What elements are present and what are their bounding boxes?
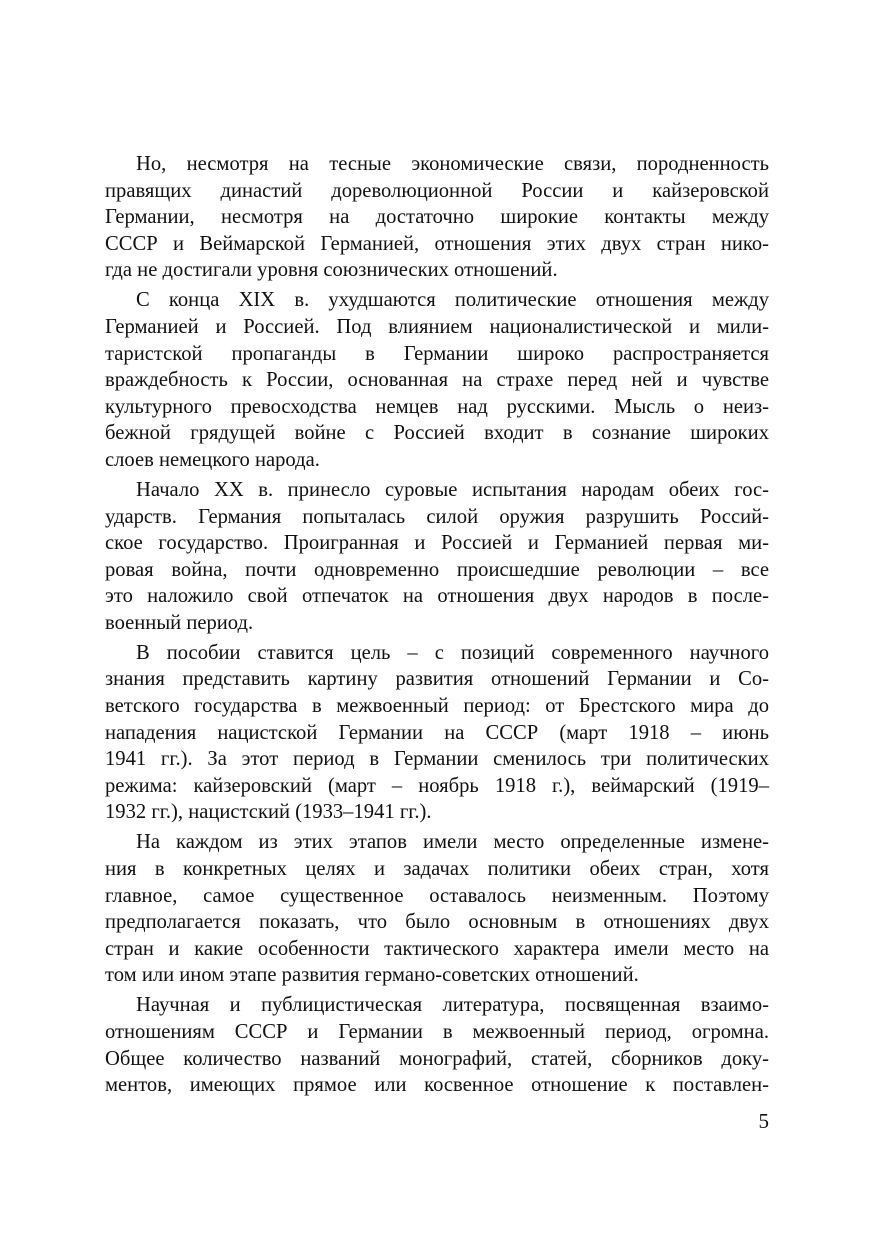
text-line: гда не достигали уровня союзнических отношений. <box>105 259 558 282</box>
text-line: Германии, несмотря на достаточно широкие контакты между <box>105 206 769 229</box>
text-line: ровая война, почти одновременно происшедшие революции – все <box>105 558 769 581</box>
text-line: С конца XIX в. ухудшаются политические отношения между <box>136 289 769 312</box>
text-line: таристской пропаганды в Германии широко распространяется <box>105 342 769 365</box>
text-line: 1932 гг.), нацистский (1933–1941 гг.). <box>105 801 432 824</box>
text-line: ударств. Германия попыталась силой оружия разрушить Россий- <box>105 505 769 528</box>
text-line: знания представить картину развития отношений Германии и Со- <box>105 668 769 691</box>
text-line: стран и какие особенности тактического характера имели место на <box>105 937 769 960</box>
text-line: ния в конкретных целях и задачах политики обеих стран, хотя <box>105 858 769 880</box>
paragraph <box>105 477 769 637</box>
text-line: Общее количество названий монографий, статей, сборников доку- <box>105 1047 769 1070</box>
text-line: режима: кайзеровский (март – ноябрь 1918 г.), веймарский (1919– <box>105 774 769 797</box>
text-line: том или ином этапе развития германо-советских отношений. <box>105 964 639 987</box>
paragraph <box>105 829 769 989</box>
text-line: нападения нацистской Германии на СССР (март 1918 – июнь <box>105 721 769 744</box>
text-line: В пособии ставится цель – с позиций современного научного <box>136 641 769 664</box>
text-line: бежной грядущей войне с Россией входит в сознание широких <box>105 422 769 445</box>
paragraph <box>105 992 769 1098</box>
paragraph <box>105 287 769 473</box>
text-line: ское государство. Проигранная и Россией и Германией первая ми- <box>105 532 769 555</box>
text-line: 1941 гг.). За этот период в Германии сменилось три политических <box>105 748 769 771</box>
text-line: предполагается показать, что было основным в отношениях двух <box>105 911 769 934</box>
text-line: слоев немецкого народа. <box>105 448 320 471</box>
text-line: Научная и публицистическая литература, посвященная взаимо- <box>136 994 769 1017</box>
body-text <box>105 151 769 1102</box>
text-line: Но, несмотря на тесные экономические связи, породненность <box>136 153 769 175</box>
text-line: это наложило свой отпечаток на отношения двух народов в после- <box>105 585 769 608</box>
text-line: враждебность к России, основанная на страхе перед ней и чувстве <box>105 369 769 392</box>
text-line: главное, самое существенное оставалось неизменным. Поэтому <box>105 884 769 907</box>
text-line: отношениям СССР и Германии в межвоенный период, огромна. <box>105 1020 769 1043</box>
text-line: Германией и Россией. Под влиянием националистической и мили- <box>105 315 769 338</box>
paragraph <box>105 151 769 284</box>
text-line: На каждом из этих этапов имели место определенные измене- <box>136 831 769 854</box>
text-line: правящих династий дореволюционной России и кайзеровской <box>105 179 769 202</box>
text-line: Начало XX в. принесло суровые испытания народам обеих гос- <box>136 478 769 501</box>
page-number: 5 <box>758 1109 769 1133</box>
text-line: ментов, имеющих прямое или косвенное отношение к поставлен- <box>105 1074 769 1097</box>
text-line: ветского государства в межвоенный период: от Брестского мира до <box>105 695 769 718</box>
text-line: культурного превосходства немцев над русскими. Мысль о неиз- <box>105 395 769 418</box>
text-line: военный период. <box>105 611 254 634</box>
text-line: СССР и Веймарской Германией, отношения этих двух стран нико- <box>105 232 769 255</box>
paragraph <box>105 640 769 826</box>
